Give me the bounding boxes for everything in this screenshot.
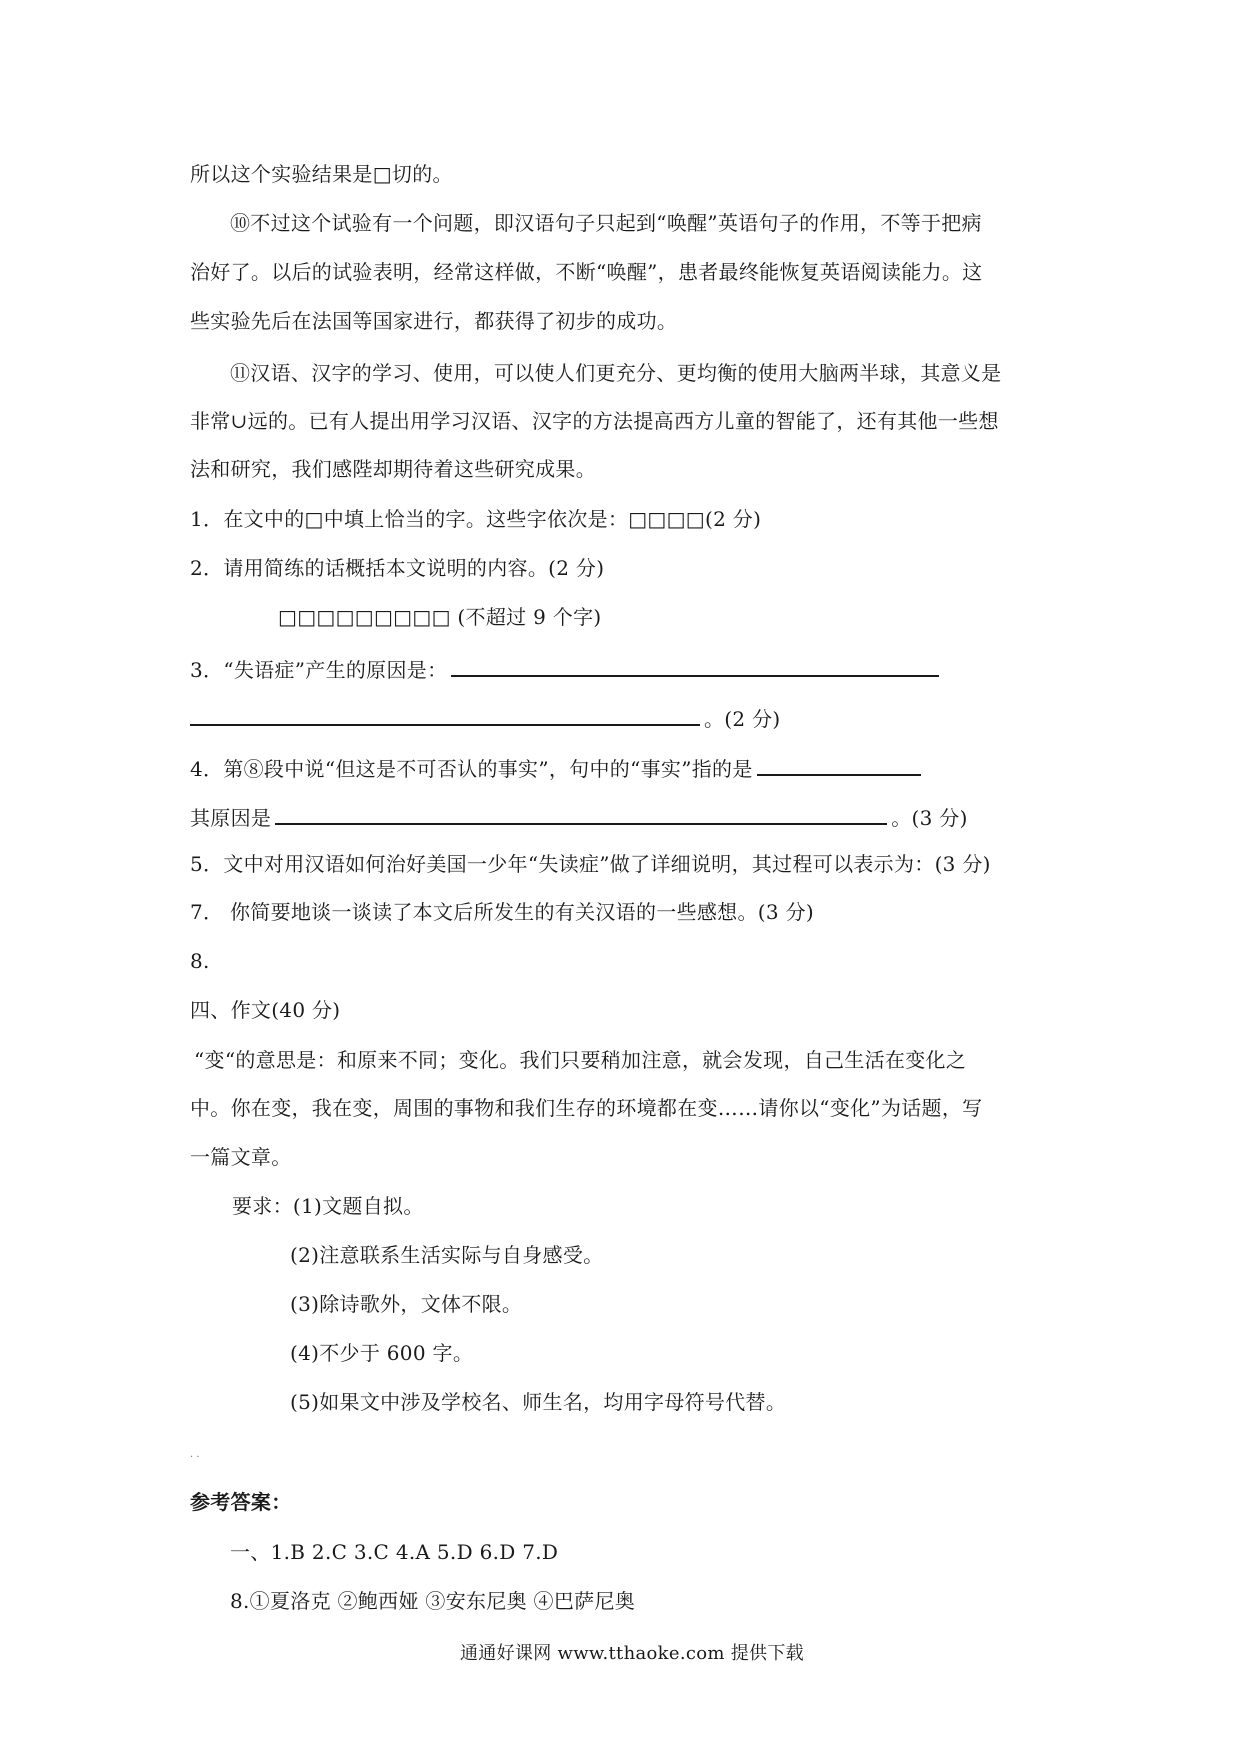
essay-heading: 四、作文(40 分)	[190, 998, 341, 1022]
question-3-answer-line-2[interactable]	[190, 704, 700, 726]
essay-prompt-line-2: 中。你在变，我在变，周围的事物和我们生存的环境都在变……请你以“变化”为话题，写	[190, 1096, 983, 1120]
footer-credit: 通通好课网 www.tthaoke.com 提供下载	[460, 1643, 804, 1664]
question-3	[190, 655, 943, 682]
answers-line-2: 8.①夏洛克 ②鲍西娅 ③安东尼奥 ④巴萨尼奥	[230, 1589, 636, 1613]
question-3-continued	[190, 704, 781, 731]
question-7: 7． 你简要地谈一谈读了本文后所发生的有关汉语的一些感想。(3 分)	[190, 900, 814, 924]
question-4-answer-line[interactable]	[757, 754, 921, 776]
answers-line-1: 一、1.B 2.C 3.C 4.A 5.D 6.D 7.D	[230, 1540, 559, 1564]
question-4-reason-answer-line[interactable]	[275, 803, 887, 825]
essay-requirement-3: (3)除诗歌外，文体不限。	[290, 1292, 523, 1316]
essay-prompt-line-3: 一篇文章。	[190, 1145, 292, 1169]
question-4-prompt: 4．第⑧段中说“但这是不可否认的事实”，句中的“事实”指的是	[190, 757, 753, 781]
question-4-points: 。(3 分)	[891, 806, 968, 830]
question-8: 8.	[190, 949, 210, 973]
passage-line: 所以这个实验结果是□切的。	[190, 162, 453, 186]
question-3-prompt: 3．“失语症”产生的原因是：	[190, 658, 448, 682]
question-5: 5．文中对用汉语如何治好美国一少年“失读症”做了详细说明，其过程可以表示为：(3 分)	[190, 852, 991, 876]
question-3-answer-line[interactable]	[451, 655, 939, 677]
question-2: 2．请用简练的话概括本文说明的内容。(2 分)	[190, 556, 605, 580]
paragraph-11-line-2: 非常∪远的。已有人提出用学习汉语、汉字的方法提高西方儿童的智能了，还有其他一些想	[190, 409, 999, 433]
essay-requirement-2: (2)注意联系生活实际与自身感受。	[290, 1243, 604, 1267]
essay-requirement-5: (5)如果文中涉及学校名、师生名，均用字母符号代替。	[290, 1390, 787, 1414]
paragraph-10-line-1: ⑩不过这个试验有一个问题，即汉语句子只起到“唤醒”英语句子的作用，不等于把病	[230, 211, 982, 235]
essay-requirement-4: (4)不少于 600 字。	[290, 1341, 474, 1365]
question-4-reason-prompt: 其原因是	[190, 806, 272, 830]
paragraph-11-line-3: 法和研究，我们感陛却期待着这些研究成果。	[190, 457, 596, 481]
paragraph-11-line-1: ⑪汉语、汉字的学习、使用，可以使人们更充分、更均衡的使用大脑两半球，其意义是	[230, 361, 1002, 385]
question-1: 1．在文中的□中填上恰当的字。这些字依次是：□□□□(2 分)	[190, 507, 762, 531]
question-2-answer-boxes: □□□□□□□□□ (不超过 9 个字)	[278, 605, 602, 629]
question-4-reason	[190, 803, 968, 830]
answers-heading: 参考答案：	[190, 1490, 292, 1514]
question-3-points: 。(2 分)	[704, 707, 781, 731]
scan-speck: · ·	[190, 1452, 200, 1463]
essay-requirement-1: 要求：(1)文题自拟。	[232, 1194, 424, 1218]
paragraph-10-line-3: 些实验先后在法国等国家进行，都获得了初步的成功。	[190, 309, 678, 333]
question-4	[190, 754, 925, 781]
essay-prompt-line-1: “变“的意思是：和原来不同；变化。我们只要稍加注意，就会发现，自己生活在变化之	[194, 1048, 967, 1072]
paragraph-10-line-2: 治好了。以后的试验表明，经常这样做，不断“唤醒”，患者最终能恢复英语阅读能力。这	[190, 260, 983, 284]
